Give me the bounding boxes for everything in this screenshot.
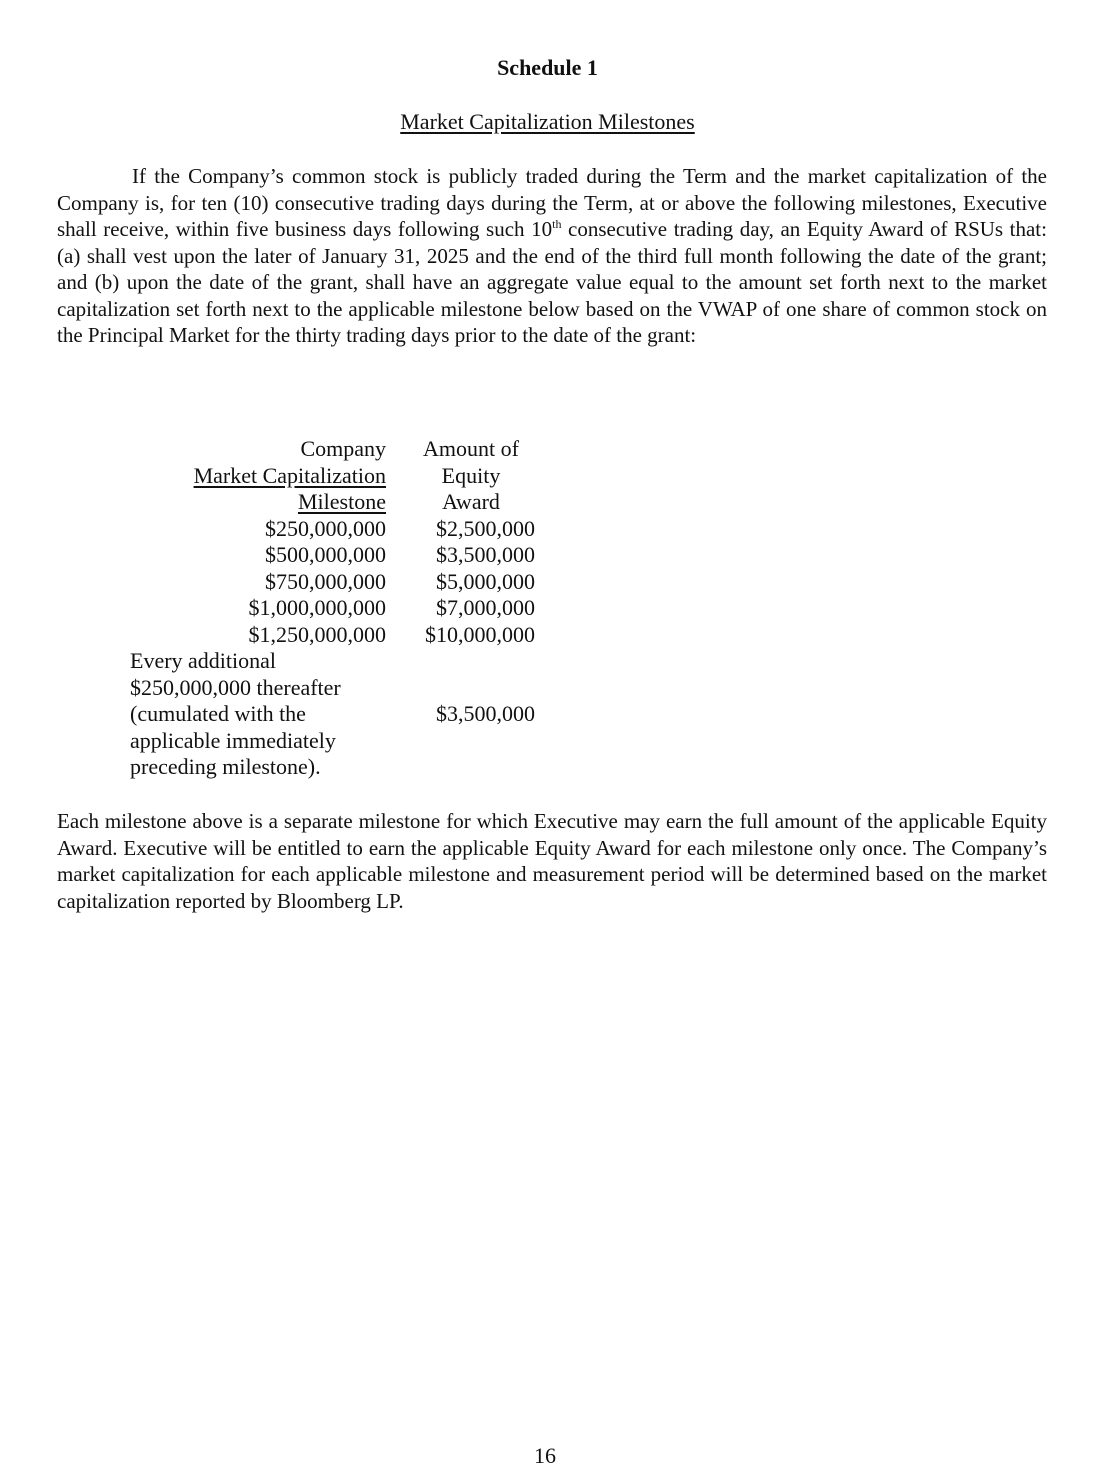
table-header bbox=[130, 436, 556, 516]
table-row bbox=[130, 595, 556, 622]
milestone-value: $750,000,000 bbox=[265, 568, 386, 594]
header-milestone bbox=[130, 436, 386, 516]
header-award-line1: Amount of bbox=[423, 436, 519, 461]
additional-milestone-row bbox=[130, 648, 556, 781]
schedule-subtitle bbox=[0, 109, 1095, 135]
milestone-value: $1,250,000,000 bbox=[248, 621, 386, 647]
page-number: 16 bbox=[534, 1443, 556, 1468]
schedule-title: Schedule 1 bbox=[497, 55, 598, 80]
award-value: $5,000,000 bbox=[436, 568, 535, 594]
milestone-value: $1,000,000,000 bbox=[248, 595, 386, 620]
header-award bbox=[386, 436, 556, 516]
intro-text-part1: If the Company’s common stock is publicly traded during the Term and the market capitalization of the Company is, for ten (10) consecutive trading days during the Term, at or above the following milestones, Executive shall receive, within five business days following such 10 bbox=[57, 164, 1047, 241]
award-value: $10,000,000 bbox=[425, 621, 535, 647]
table-row bbox=[130, 622, 556, 649]
header-award-line3: Award bbox=[442, 489, 500, 514]
award-value: $2,500,000 bbox=[436, 515, 535, 541]
milestone-value: $500,000,000 bbox=[265, 542, 386, 567]
ordinal-suffix: th bbox=[552, 217, 562, 231]
closing-paragraph: Each milestone above is a separate milestone for which Executive may earn the full amount of the applicable Equity Award. Executive will be entitled to earn the applicable Equity Award for each milestone only once. The Company’s market capitalization for each applicable milestone and measurement period will be determined based on the market capitalization reported by Bloomberg LP. bbox=[57, 809, 1047, 913]
milestone-table bbox=[130, 436, 556, 781]
header-milestone-line3: Milestone bbox=[298, 489, 386, 514]
additional-award-value: $3,500,000 bbox=[436, 701, 535, 726]
award-value: $7,000,000 bbox=[436, 595, 535, 620]
intro-text-part2: consecutive trading day, an Equity Award of RSUs that: (a) shall vest upon the later of January 31, 2025 and the end of the third full month following the date of the grant; and (b) upon the date of the grant, shall have an aggregate value equal to the amount set forth next to the market capitalization set forth next to the applicable milestone below based on the VWAP of one share of common stock on the Principal Market for the thirty trading days prior to the date of the grant: bbox=[57, 217, 1047, 347]
subtitle-text: Market Capitalization Milestones bbox=[400, 109, 695, 134]
table-row bbox=[130, 569, 556, 596]
header-milestone-line2: Market Capitalization bbox=[193, 462, 386, 488]
milestone-value: $250,000,000 bbox=[265, 515, 386, 541]
award-value: $3,500,000 bbox=[436, 542, 535, 567]
intro-paragraph bbox=[57, 163, 1047, 349]
table-row bbox=[130, 542, 556, 569]
header-milestone-line1: Company bbox=[300, 436, 386, 461]
table-row bbox=[130, 516, 556, 543]
additional-milestone-text: Every additional $250,000,000 thereafter (cumulated with the applicable immediately preceding milestone). bbox=[130, 648, 341, 779]
header-award-line2: Equity bbox=[441, 462, 501, 488]
